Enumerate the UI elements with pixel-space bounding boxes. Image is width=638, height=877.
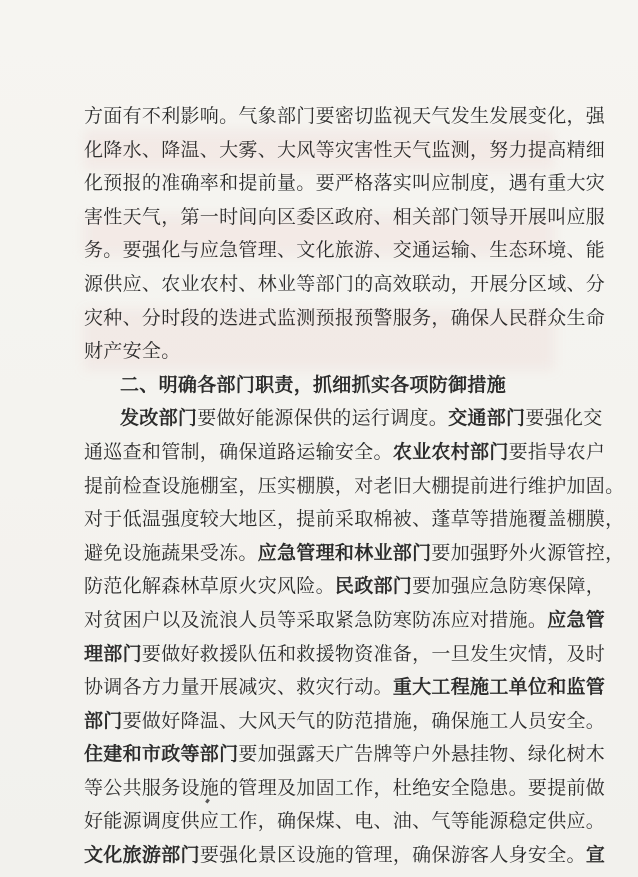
text-segment: 方面有不利影响。气象部门要密切监视天气发生发展变化，强	[84, 105, 606, 127]
text-segment: 害性天气，第一时间向区委区政府、相关部门领导开展叫应服	[84, 205, 606, 228]
bold-department-name: 发改部门	[120, 407, 198, 430]
text-segment: 要做好能源保供的运行调度。	[197, 407, 449, 430]
text-line	[84, 705, 606, 739]
text-segment: 要加强野外火源管控，	[431, 541, 625, 564]
text-segment: 要做好降温、大风天气的防范措施，确保施工人员安全。	[122, 709, 606, 732]
text-line	[84, 167, 606, 201]
text-line	[84, 335, 554, 369]
bold-department-name: 部门	[84, 709, 123, 732]
text-line	[84, 772, 606, 806]
text-segment: 灾种、分时段的迭进式监测预报预警服务，确保人民群众生命	[84, 306, 606, 329]
text-segment: 要强化交	[525, 407, 603, 430]
bold-department-name: 住建和市政等部门	[84, 743, 239, 766]
text-line	[84, 134, 606, 168]
text-segment: 化预报的准确率和提前量。要严格落实叫应制度，遇有重大灾	[84, 172, 606, 195]
text-segment: 要加强应急防寒保障，	[412, 575, 606, 598]
bold-department-name: 民政部门	[334, 575, 413, 598]
text-line	[84, 268, 606, 302]
text-segment: 好能源调度供应工作，确保煤、电、油、气等能源稳定供应。	[84, 810, 606, 833]
bold-department-name: 重大工程施工单位和监管	[392, 676, 606, 699]
text-segment: 等公共服务设施的管理及加固工作，杜绝安全隐患。要提前做	[84, 776, 606, 799]
text-segment: 对贫困户以及流浪人员等采取紧急防寒防冻应对措施。	[84, 608, 548, 631]
text-line	[84, 302, 606, 336]
bold-department-name: 宣	[585, 844, 606, 867]
text-segment: 协调各方力量开展减灾、救灾行动。	[84, 676, 393, 699]
text-line	[84, 402, 603, 436]
text-segment: 化降水、降温、大雾、大风等灾害性天气监测，努力提高精细	[84, 138, 606, 161]
bold-department-name: 农业农村部门	[392, 440, 509, 463]
text-line	[84, 537, 625, 571]
text-segment: 提前检查设施棚室，压实棚膜，对老旧大棚提前进行维护加固。	[84, 474, 625, 497]
bold-department-name: 应急管	[547, 608, 606, 631]
text-line	[84, 738, 606, 772]
bold-department-name: 文化旅游部门	[84, 844, 200, 867]
text-segment: 务。要强化与应急管理、文化旅游、交通运输、生态环境、能	[84, 239, 606, 262]
text-segment: 避免设施蔬果受冻。	[84, 541, 258, 564]
bold-department-name: 理部门	[84, 642, 142, 665]
text-segment: 要指导农户	[508, 440, 606, 463]
text-segment: 财产安全。	[84, 340, 181, 363]
text-segment: 通巡查和管制，确保道路运输安全。	[84, 440, 393, 463]
section-heading	[84, 369, 554, 403]
text-line	[84, 671, 606, 705]
text-segment: 要做好救援队伍和救援物资准备，一旦发生灾情，及时	[141, 642, 606, 665]
text-line	[84, 570, 606, 604]
text-line	[84, 805, 606, 839]
text-line	[84, 201, 606, 235]
text-line	[84, 470, 625, 504]
text-segment: 要强化景区设施的管理，确保游客人身安全。	[199, 844, 586, 867]
text-segment: 对于低温强度较大地区，提前采取棉被、蓬草等措施覆盖棚膜，	[84, 508, 625, 531]
bold-department-name: 交通部门	[448, 407, 526, 430]
text-line	[84, 839, 606, 873]
text-line	[84, 436, 606, 470]
text-line	[84, 100, 606, 134]
document-text	[84, 100, 625, 873]
text-segment: 要加强露天广告牌等户外悬挂物、绿化树木	[238, 743, 606, 766]
text-segment: 二、明确各部门职责，抓细抓实各项防御措施	[120, 373, 507, 396]
text-line	[84, 638, 606, 672]
text-segment: 源供应、农业农村、林业等部门的高效联动，开展分区域、分	[84, 272, 606, 295]
text-line	[84, 234, 606, 268]
text-segment: 防范化解森林草原火灾风险。	[84, 575, 335, 598]
bold-department-name: 应急管理和林业部门	[257, 541, 432, 564]
text-line	[84, 503, 625, 537]
text-line	[84, 604, 606, 638]
